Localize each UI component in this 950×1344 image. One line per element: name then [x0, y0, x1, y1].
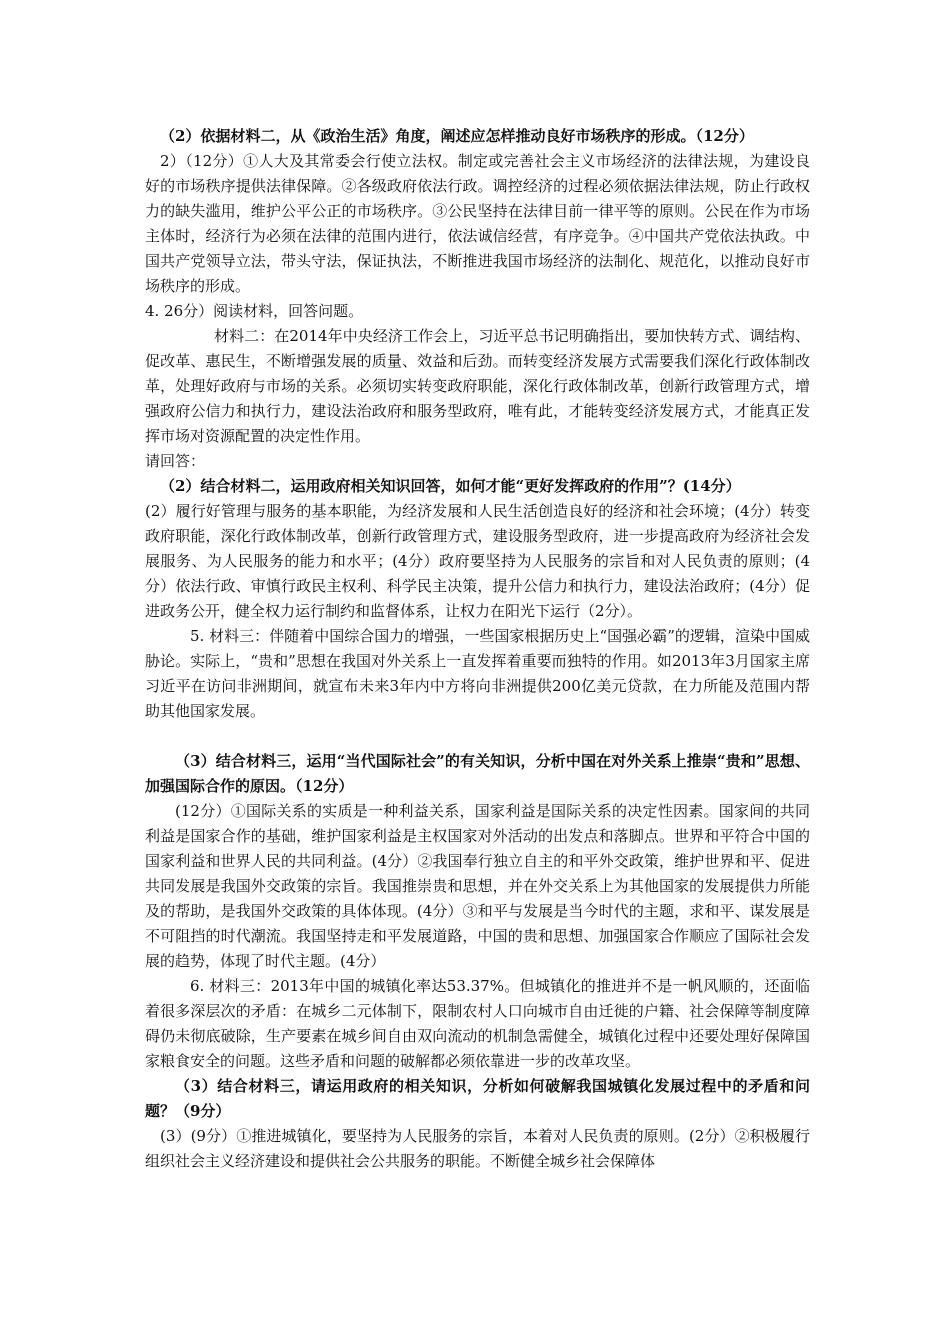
- question-6-answer: (3）(9分）①推进城镇化，要坚持为人民服务的宗旨，本着对人民负责的原则。(2分）②积极履行组织社会主义经济建设和提供社会公共服务的职能。不断健全城乡社会保障体: [145, 1127, 810, 1170]
- question-4-answer: (2）履行好管理与服务的基本职能，为经济发展和人民生活创造良好的经济和社会环境；(4分）转变政府职能，深化行政体制改革，创新行政管理方式，建设服务型政府，进一步提高政府为经济社会发展服务、为人民服务的能力和水平；(4分）政府要坚持为人民服务的宗旨和对人民负责的原则；(4分）依法行政、审慎行政民主权利、科学民主决策，提升公信力和执行力，建设法治政府；(4分）促进政务公开，健全权力运行制约和监督体系，让权力在阳光下运行（2分）。: [145, 502, 810, 620]
- question-4-prompt: 请回答：: [145, 452, 206, 470]
- question-4-title: （2）结合材料二，运用政府相关知识回答，如何才能“更好发挥政府的作用”？(14分）: [160, 477, 741, 495]
- question-2-answer: 2）（12分）①人大及其常委会行使立法权。制定或完善社会主义市场经济的法律法规，为建设良好的市场秩序提供法律保障。②各级政府依法行政。调控经济的过程必须依据法律法规，防止行政权力的缺失滥用，维护公平公正的市场秩序。③公民坚持在法律目前一律平等的原则。公民在作为市场主体时，经济行为必须在法律的范围内进行，依法诚信经营，有序竞争。④中国共产党依法执政。中国共产党领导立法，带头守法，保证执法，不断推进我国市场经济的法制化、规范化，以推动良好市场秩序的形成。: [145, 152, 810, 295]
- question-6-title: （3）结合材料三，请运用政府的相关知识，分析如何破解我国城镇化发展过程中的矛盾和问题？（9分）: [145, 1077, 810, 1120]
- question-6-material: 6. 材料三：2013年中国的城镇化率达53.37%。但城镇化的推进并不是一帆风顺的，还面临着很多深层次的矛盾：在城乡二元体制下，限制农村人口向城市自由迁徙的户籍、社会保障等制度障碍仍未彻底破除，生产要素在城乡间自由双向流动的机制急需健全，城镇化过程中还要处理好保障国家粮食安全的问题。这些矛盾和问题的破解都必须依靠进一步的改革攻坚。: [145, 977, 810, 1070]
- question-4-heading: 4. 26分）阅读材料，回答问题。: [145, 302, 364, 320]
- question-4-material: 材料二：在2014年中央经济工作会上，习近平总书记明确指出，要加快转方式、调结构、促改革、惠民生，不断增强发展的质量、效益和后劲。而转变经济发展方式需要我们深化行政体制改革，处理好政府与市场的关系。必须切实转变政府职能，深化行政体制改革，创新行政管理方式，增强政府公信力和执行力，建设法治政府和服务型政府，唯有此，才能转变经济发展方式，才能真正发挥市场对资源配置的决定性作用。: [145, 327, 810, 445]
- question-5-answer: (12分）①国际关系的实质是一种利益关系，国家利益是国际关系的决定性因素。国家间的共同利益是国家合作的基础，维护国家利益是主权国家对外活动的出发点和落脚点。世界和平符合中国的国家利益和世界人民的共同利益。(4分）②我国奉行独立自主的和平外交政策，维护世界和平、促进共同发展是我国外交政策的宗旨。我国推崇贵和思想，并在外交关系上为其他国家的发展提供力所能及的帮助，是我国外交政策的具体体现。(4分）③和平与发展是当今时代的主题，求和平、谋发展是不可阻挡的时代潮流。我国坚持走和平发展道路，中国的贵和思想、加强国家合作顺应了国际社会发展的趋势，体现了时代主题。(4分）: [145, 802, 810, 970]
- spacer: [145, 724, 810, 749]
- question-2-title: （2）依据材料二，从《政治生活》角度，阐述应怎样推动良好市场秩序的形成。（12分）: [160, 127, 754, 145]
- question-5-title: （3）结合材料三，运用“当代国际社会”的有关知识，分析中国在对外关系上推崇“贵和”思想、加强国际合作的原因。（12分）: [145, 752, 810, 795]
- question-5-material: 5. 材料三：伴随着中国综合国力的增强，一些国家根据历史上“国强必霸”的逻辑，渲染中国威胁论。实际上，“贵和”思想在我国对外关系上一直发挥着重要而独特的作用。如2013年3月国家主席习近平在访问非洲期间，就宣布未来3年内中方将向非洲提供200亿美元贷款，在力所能及范围内帮助其他国家发展。: [145, 627, 810, 720]
- document-page: [145, 124, 810, 1174]
